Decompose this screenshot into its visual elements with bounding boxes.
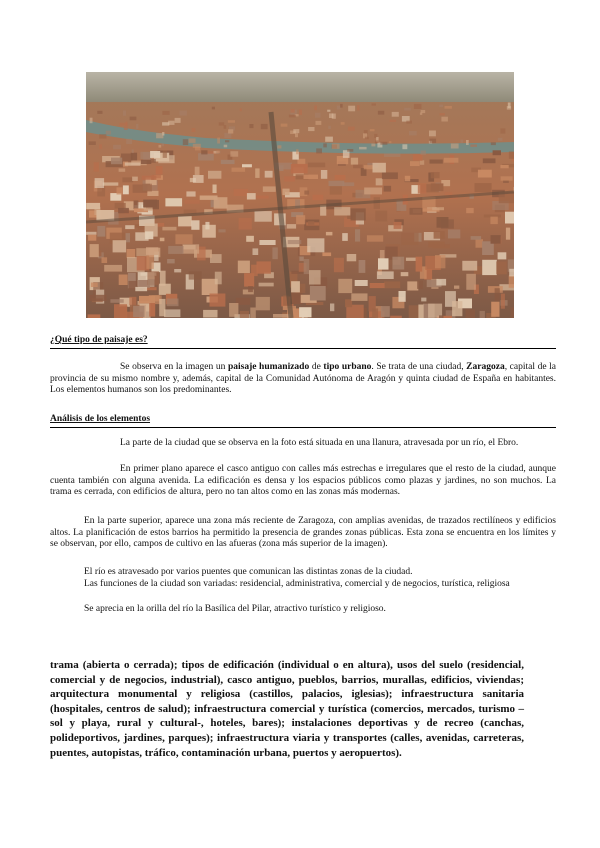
- analysis-paragraph: Las funciones de la ciudad son variadas: residencial, administrativa, comercial y de negocios, turística, religiosa: [84, 579, 510, 589]
- city-aerial-photo: [86, 72, 514, 318]
- section-heading-element-analysis: Análisis de los elementos: [50, 413, 556, 428]
- city-aerial-illustration: [86, 72, 514, 318]
- analysis-paragraph: El río es atravesado por varios puentes que comunican las distintas zonas de la ciudad.: [84, 567, 413, 577]
- analysis-paragraph: En la parte superior, aparece una zona más reciente de Zaragoza, con amplias avenidas, de trazados rectilíneos y edificios altos. La planificación de estos barrios ha permitido la presencia de grandes zonas públicas. Esta zona se encuentra en los límites y se observan, por ello, campos de cultivo en las afueras (zona más superior de la imagen).: [50, 516, 556, 550]
- analysis-paragraph: En primer plano aparece el casco antiguo con calles más estrechas e irregulares que el resto de la ciudad, aunque cuenta también con alguna avenida. La edificación es densa y los espacios públicos como plazas y jardines, no son muchos. La trama es cerrada, con edificios de altura, pero no tan altos como en las zonas más modernas.: [50, 464, 556, 498]
- analysis-paragraph: Se aprecia en la orilla del río la Basílica del Pilar, atractivo turístico y religioso.: [84, 604, 386, 614]
- analysis-paragraph: La parte de la ciudad que se observa en la foto está situada en una llanura, atravesada por un río, el Ebro.: [120, 438, 519, 448]
- landscape-description-paragraph: Se observa en la imagen un paisaje humanizado de tipo urbano. Se trata de una ciudad, Zaragoza, capital de la provincia de su mismo nombre y, además, capital de la Comunidad Autónoma de Aragón y quinta ciudad de España en habitantes. Los elementos humanos son los predominantes.: [50, 362, 557, 396]
- urban-elements-keyword-list: trama (abierta o cerrada); tipos de edificación (individual o en altura), usos del suelo (residencial, comercial y de negocios, industrial), casco antiguo, pueblos, barrios, murallas, edificios, viviendas; arquitectura monumental y religiosa (castillos, palacios, iglesias); infraestructura sanitaria (hospitales, centros de salud); infraestructura comercial y turística (comercios, mercados, turismo –sol y playa, rural y cultural-, hoteles, bares); instalaciones deportivas y de recreo (canchas, polideportivos, jardines, parques); infraestructura viaria y transportes (calles, avenidas, carreteras, puentes, autopistas, tráfico, contaminación urbana, puertos y aeropuertos).: [50, 659, 524, 759]
- section-heading-landscape-type: ¿Qué tipo de paisaje es?: [50, 334, 556, 349]
